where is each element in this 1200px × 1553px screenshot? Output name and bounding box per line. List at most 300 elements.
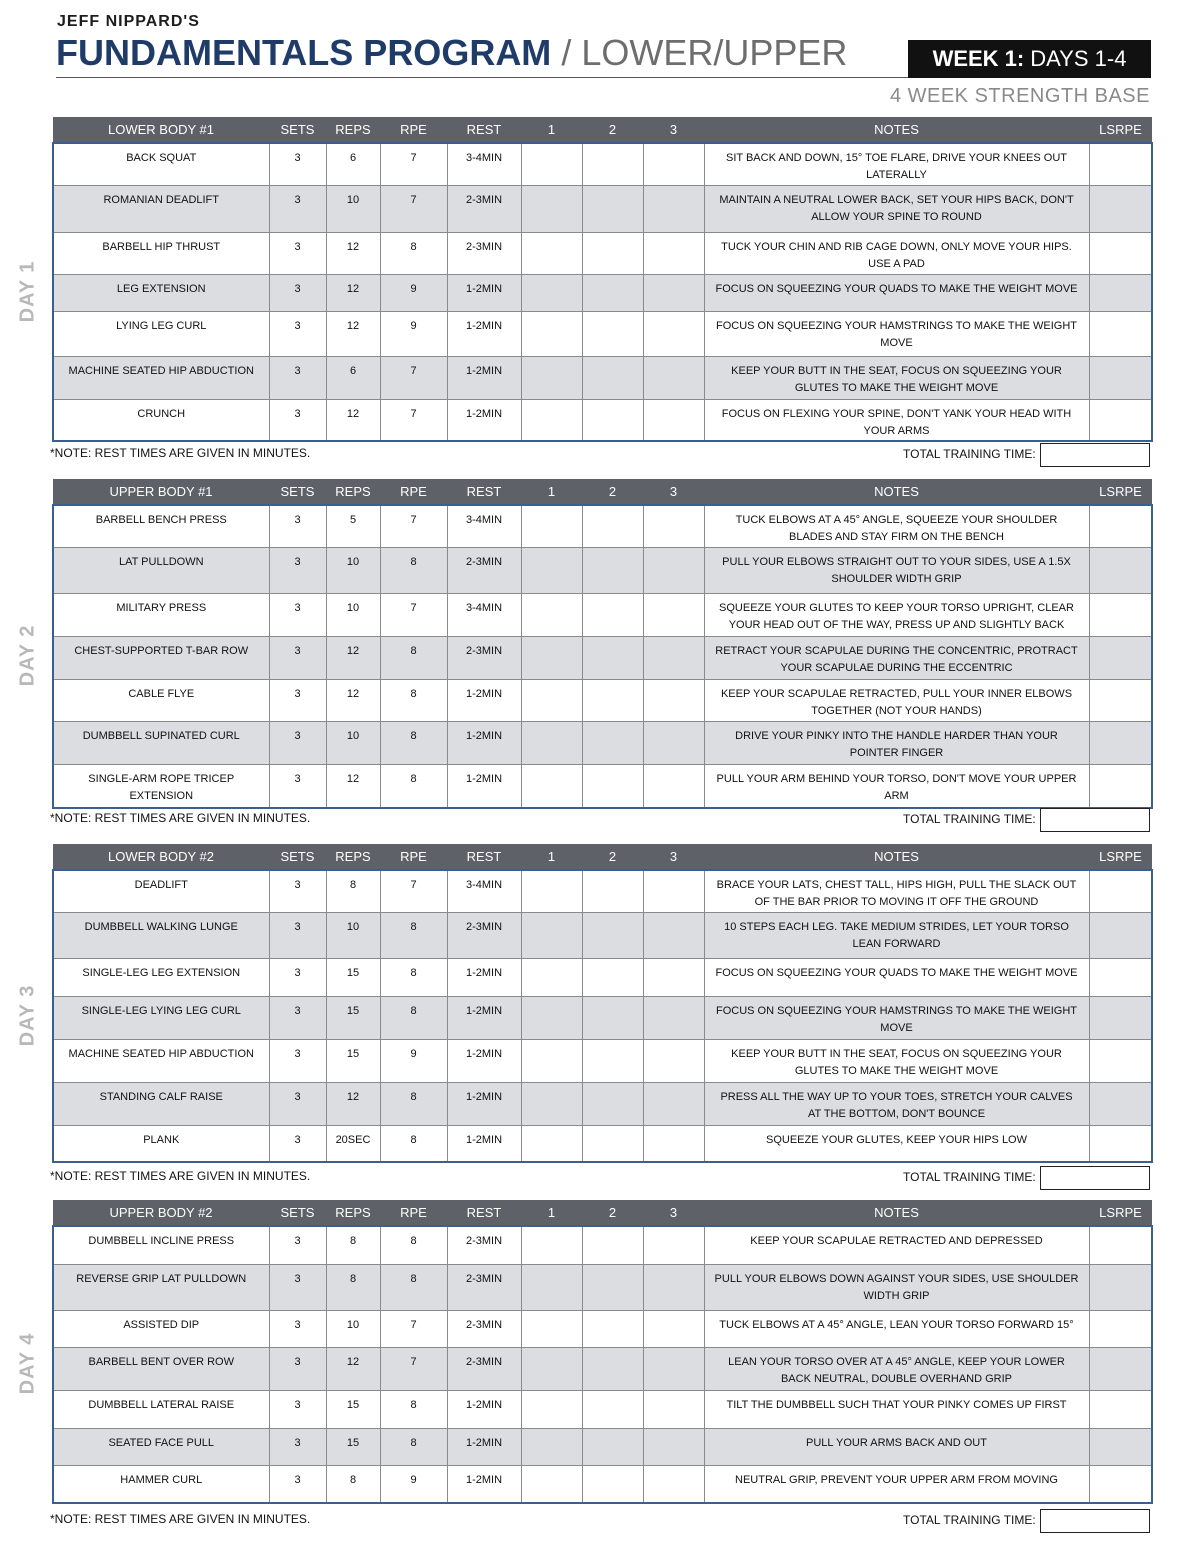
column-header: LSRPE bbox=[1089, 479, 1152, 505]
rpe-cell: 8 bbox=[380, 547, 447, 593]
lsrpe-entry[interactable] bbox=[1089, 1264, 1152, 1310]
sets-cell: 3 bbox=[269, 232, 326, 274]
reps-cell: 12 bbox=[326, 1082, 380, 1125]
week-label: WEEK 1: bbox=[932, 46, 1025, 71]
author-kicker: JEFF NIPPARD'S bbox=[57, 13, 200, 30]
set-2-entry[interactable] bbox=[582, 1125, 643, 1162]
reps-cell: 15 bbox=[326, 1039, 380, 1082]
total-training-time-input[interactable] bbox=[1040, 1166, 1150, 1190]
sets-cell: 3 bbox=[269, 1310, 326, 1347]
rest-cell: 1-2MIN bbox=[447, 356, 521, 399]
column-header: RPE bbox=[380, 844, 447, 870]
notes-cell: PULL YOUR ELBOWS DOWN AGAINST YOUR SIDES, USE SHOULDER WIDTH GRIP bbox=[704, 1264, 1089, 1310]
rpe-cell: 8 bbox=[380, 996, 447, 1039]
rest-cell: 1-2MIN bbox=[447, 721, 521, 764]
column-header: LSRPE bbox=[1089, 1200, 1152, 1226]
rest-time-footnote: *NOTE: REST TIMES ARE GIVEN IN MINUTES. bbox=[50, 446, 311, 460]
set-1-entry[interactable] bbox=[521, 1310, 582, 1347]
set-2-entry[interactable] bbox=[582, 1390, 643, 1428]
reps-cell: 8 bbox=[326, 1465, 380, 1503]
table-row bbox=[53, 143, 1152, 185]
exercise-cell: SINGLE-ARM ROPE TRICEP EXTENSION bbox=[53, 764, 269, 808]
set-2-entry[interactable] bbox=[582, 958, 643, 996]
table-row bbox=[53, 185, 1152, 232]
sets-cell: 3 bbox=[269, 1347, 326, 1390]
exercise-cell: MACHINE SEATED HIP ABDUCTION bbox=[53, 1039, 269, 1082]
sets-cell: 3 bbox=[269, 547, 326, 593]
notes-cell: FOCUS ON FLEXING YOUR SPINE, DON'T YANK YOUR HEAD WITH YOUR ARMS bbox=[704, 399, 1089, 441]
set-1-entry[interactable] bbox=[521, 636, 582, 679]
notes-cell: KEEP YOUR BUTT IN THE SEAT, FOCUS ON SQUEEZING YOUR GLUTES TO MAKE THE WEIGHT MOVE bbox=[704, 356, 1089, 399]
lsrpe-entry[interactable] bbox=[1089, 356, 1152, 399]
column-header: RPE bbox=[380, 1200, 447, 1226]
set-2-entry[interactable] bbox=[582, 636, 643, 679]
set-1-entry[interactable] bbox=[521, 1428, 582, 1465]
column-header: 2 bbox=[582, 1200, 643, 1226]
column-header: 2 bbox=[582, 844, 643, 870]
column-header: REPS bbox=[326, 479, 380, 505]
lsrpe-entry[interactable] bbox=[1089, 1465, 1152, 1503]
rpe-cell: 8 bbox=[380, 958, 447, 996]
column-header: REST bbox=[447, 844, 521, 870]
program-title bbox=[56, 32, 847, 74]
lsrpe-entry[interactable] bbox=[1089, 721, 1152, 764]
sets-cell: 3 bbox=[269, 1465, 326, 1503]
rpe-cell: 9 bbox=[380, 1465, 447, 1503]
set-3-entry[interactable] bbox=[643, 1125, 704, 1162]
lsrpe-entry[interactable] bbox=[1089, 232, 1152, 274]
set-2-entry[interactable] bbox=[582, 764, 643, 808]
column-header: REPS bbox=[326, 844, 380, 870]
rpe-cell: 8 bbox=[380, 636, 447, 679]
set-2-entry[interactable] bbox=[582, 356, 643, 399]
total-training-time-label: TOTAL TRAINING TIME: bbox=[903, 1170, 1036, 1184]
lsrpe-entry[interactable] bbox=[1089, 636, 1152, 679]
set-3-entry[interactable] bbox=[643, 912, 704, 958]
set-3-entry[interactable] bbox=[643, 721, 704, 764]
table-row bbox=[53, 912, 1152, 958]
rpe-cell: 7 bbox=[380, 143, 447, 185]
set-1-entry[interactable] bbox=[521, 505, 582, 547]
set-3-entry[interactable] bbox=[643, 185, 704, 232]
sets-cell: 3 bbox=[269, 185, 326, 232]
table-row bbox=[53, 1264, 1152, 1310]
column-header: NOTES bbox=[704, 479, 1089, 505]
lsrpe-entry[interactable] bbox=[1089, 547, 1152, 593]
set-3-entry[interactable] bbox=[643, 505, 704, 547]
set-3-entry[interactable] bbox=[643, 1428, 704, 1465]
table-row bbox=[53, 1347, 1152, 1390]
program-subtitle: 4 WEEK STRENGTH BASE bbox=[889, 85, 1150, 107]
set-1-entry[interactable] bbox=[521, 593, 582, 636]
rpe-cell: 8 bbox=[380, 1226, 447, 1264]
exercise-cell: ROMANIAN DEADLIFT bbox=[53, 185, 269, 232]
set-2-entry[interactable] bbox=[582, 1428, 643, 1465]
set-2-entry[interactable] bbox=[582, 399, 643, 441]
table-row bbox=[53, 636, 1152, 679]
set-2-entry[interactable] bbox=[582, 143, 643, 185]
notes-cell: DRIVE YOUR PINKY INTO THE HANDLE HARDER THAN YOUR POINTER FINGER bbox=[704, 721, 1089, 764]
lsrpe-entry[interactable] bbox=[1089, 274, 1152, 311]
reps-cell: 15 bbox=[326, 1390, 380, 1428]
exercise-cell: BACK SQUAT bbox=[53, 143, 269, 185]
rest-cell: 2-3MIN bbox=[447, 1226, 521, 1264]
set-2-entry[interactable] bbox=[582, 185, 643, 232]
lsrpe-entry[interactable] bbox=[1089, 1226, 1152, 1264]
exercise-cell: CRUNCH bbox=[53, 399, 269, 441]
set-1-entry[interactable] bbox=[521, 1390, 582, 1428]
lsrpe-entry[interactable] bbox=[1089, 185, 1152, 232]
set-1-entry[interactable] bbox=[521, 764, 582, 808]
rest-cell: 1-2MIN bbox=[447, 1125, 521, 1162]
notes-cell: TUCK YOUR CHIN AND RIB CAGE DOWN, ONLY MOVE YOUR HIPS. USE A PAD bbox=[704, 232, 1089, 274]
set-3-entry[interactable] bbox=[643, 1390, 704, 1428]
exercise-cell: HAMMER CURL bbox=[53, 1465, 269, 1503]
reps-cell: 12 bbox=[326, 399, 380, 441]
rest-cell: 2-3MIN bbox=[447, 912, 521, 958]
table-row bbox=[53, 1310, 1152, 1347]
reps-cell: 12 bbox=[326, 274, 380, 311]
set-2-entry[interactable] bbox=[582, 311, 643, 356]
total-training-time-input[interactable] bbox=[1040, 1509, 1150, 1533]
table-row bbox=[53, 505, 1152, 547]
column-header: 2 bbox=[582, 479, 643, 505]
sets-cell: 3 bbox=[269, 356, 326, 399]
rpe-cell: 9 bbox=[380, 311, 447, 356]
sets-cell: 3 bbox=[269, 399, 326, 441]
reps-cell: 12 bbox=[326, 636, 380, 679]
day-label bbox=[8, 504, 48, 807]
reps-cell: 15 bbox=[326, 958, 380, 996]
set-3-entry[interactable] bbox=[643, 870, 704, 912]
sets-cell: 3 bbox=[269, 996, 326, 1039]
lsrpe-entry[interactable] bbox=[1089, 1039, 1152, 1082]
lsrpe-entry[interactable] bbox=[1089, 679, 1152, 721]
set-2-entry[interactable] bbox=[582, 547, 643, 593]
notes-cell: LEAN YOUR TORSO OVER AT A 45° ANGLE, KEEP YOUR LOWER BACK NEUTRAL, DOUBLE OVERHAND GRIP bbox=[704, 1347, 1089, 1390]
set-2-entry[interactable] bbox=[582, 593, 643, 636]
set-3-entry[interactable] bbox=[643, 1465, 704, 1503]
lsrpe-entry[interactable] bbox=[1089, 1310, 1152, 1347]
program-title-light: / LOWER/UPPER bbox=[551, 32, 848, 73]
day-label-text: DAY 1 bbox=[16, 260, 39, 322]
notes-cell: FOCUS ON SQUEEZING YOUR QUADS TO MAKE THE WEIGHT MOVE bbox=[704, 274, 1089, 311]
set-3-entry[interactable] bbox=[643, 1226, 704, 1264]
exercise-cell: SINGLE-LEG LEG EXTENSION bbox=[53, 958, 269, 996]
set-2-entry[interactable] bbox=[582, 1465, 643, 1503]
set-1-entry[interactable] bbox=[521, 1347, 582, 1390]
set-1-entry[interactable] bbox=[521, 679, 582, 721]
lsrpe-entry[interactable] bbox=[1089, 1347, 1152, 1390]
set-1-entry[interactable] bbox=[521, 399, 582, 441]
set-1-entry[interactable] bbox=[521, 547, 582, 593]
set-2-entry[interactable] bbox=[582, 232, 643, 274]
set-1-entry[interactable] bbox=[521, 1264, 582, 1310]
table-row bbox=[53, 996, 1152, 1039]
set-3-entry[interactable] bbox=[643, 232, 704, 274]
notes-cell: PULL YOUR ELBOWS STRAIGHT OUT TO YOUR SIDES, USE A 1.5X SHOULDER WIDTH GRIP bbox=[704, 547, 1089, 593]
lsrpe-entry[interactable] bbox=[1089, 958, 1152, 996]
set-1-entry[interactable] bbox=[521, 912, 582, 958]
column-header: 1 bbox=[521, 844, 582, 870]
lsrpe-entry[interactable] bbox=[1089, 1082, 1152, 1125]
sets-cell: 3 bbox=[269, 1390, 326, 1428]
table-row bbox=[53, 1428, 1152, 1465]
set-2-entry[interactable] bbox=[582, 679, 643, 721]
rest-cell: 1-2MIN bbox=[447, 1039, 521, 1082]
day-label bbox=[8, 142, 48, 440]
notes-cell: TILT THE DUMBBELL SUCH THAT YOUR PINKY COMES UP FIRST bbox=[704, 1390, 1089, 1428]
rest-cell: 2-3MIN bbox=[447, 185, 521, 232]
exercise-cell: DUMBBELL LATERAL RAISE bbox=[53, 1390, 269, 1428]
rest-cell: 1-2MIN bbox=[447, 679, 521, 721]
set-3-entry[interactable] bbox=[643, 1082, 704, 1125]
set-3-entry[interactable] bbox=[643, 547, 704, 593]
sets-cell: 3 bbox=[269, 679, 326, 721]
rest-cell: 2-3MIN bbox=[447, 636, 521, 679]
set-2-entry[interactable] bbox=[582, 1310, 643, 1347]
week-days: DAYS 1-4 bbox=[1030, 46, 1127, 71]
set-2-entry[interactable] bbox=[582, 996, 643, 1039]
reps-cell: 8 bbox=[326, 1264, 380, 1310]
column-header: SETS bbox=[269, 479, 326, 505]
lsrpe-entry[interactable] bbox=[1089, 1390, 1152, 1428]
sets-cell: 3 bbox=[269, 636, 326, 679]
set-1-entry[interactable] bbox=[521, 1039, 582, 1082]
exercise-cell: LEG EXTENSION bbox=[53, 274, 269, 311]
table-row bbox=[53, 356, 1152, 399]
notes-cell: SQUEEZE YOUR GLUTES TO KEEP YOUR TORSO UPRIGHT, CLEAR YOUR HEAD OUT OF THE WAY, PRESS UP AND SLIGHTLY BACK bbox=[704, 593, 1089, 636]
rest-cell: 2-3MIN bbox=[447, 1310, 521, 1347]
set-3-entry[interactable] bbox=[643, 636, 704, 679]
rest-cell: 1-2MIN bbox=[447, 1390, 521, 1428]
rpe-cell: 7 bbox=[380, 399, 447, 441]
set-2-entry[interactable] bbox=[582, 274, 643, 311]
set-2-entry[interactable] bbox=[582, 1347, 643, 1390]
set-3-entry[interactable] bbox=[643, 311, 704, 356]
lsrpe-entry[interactable] bbox=[1089, 143, 1152, 185]
set-3-entry[interactable] bbox=[643, 1039, 704, 1082]
sets-cell: 3 bbox=[269, 143, 326, 185]
rpe-cell: 9 bbox=[380, 1039, 447, 1082]
workout-name-header: LOWER BODY #2 bbox=[53, 844, 269, 870]
set-1-entry[interactable] bbox=[521, 185, 582, 232]
notes-cell: KEEP YOUR BUTT IN THE SEAT, FOCUS ON SQUEEZING YOUR GLUTES TO MAKE THE WEIGHT MOVE bbox=[704, 1039, 1089, 1082]
set-1-entry[interactable] bbox=[521, 721, 582, 764]
exercise-cell: BARBELL BENT OVER ROW bbox=[53, 1347, 269, 1390]
rest-cell: 1-2MIN bbox=[447, 1428, 521, 1465]
rest-cell: 3-4MIN bbox=[447, 593, 521, 636]
notes-cell: FOCUS ON SQUEEZING YOUR HAMSTRINGS TO MAKE THE WEIGHT MOVE bbox=[704, 996, 1089, 1039]
set-3-entry[interactable] bbox=[643, 679, 704, 721]
sets-cell: 3 bbox=[269, 870, 326, 912]
set-1-entry[interactable] bbox=[521, 996, 582, 1039]
column-header: 1 bbox=[521, 479, 582, 505]
set-2-entry[interactable] bbox=[582, 1226, 643, 1264]
rpe-cell: 7 bbox=[380, 185, 447, 232]
lsrpe-entry[interactable] bbox=[1089, 593, 1152, 636]
rpe-cell: 8 bbox=[380, 1125, 447, 1162]
table-row bbox=[53, 958, 1152, 996]
column-header: NOTES bbox=[704, 1200, 1089, 1226]
sets-cell: 3 bbox=[269, 311, 326, 356]
exercise-cell: CHEST-SUPPORTED T-BAR ROW bbox=[53, 636, 269, 679]
notes-cell: TUCK ELBOWS AT A 45° ANGLE, SQUEEZE YOUR SHOULDER BLADES AND STAY FIRM ON THE BENCH bbox=[704, 505, 1089, 547]
notes-cell: NEUTRAL GRIP, PREVENT YOUR UPPER ARM FROM MOVING bbox=[704, 1465, 1089, 1503]
reps-cell: 20SEC bbox=[326, 1125, 380, 1162]
reps-cell: 10 bbox=[326, 912, 380, 958]
rpe-cell: 8 bbox=[380, 1428, 447, 1465]
sets-cell: 3 bbox=[269, 1039, 326, 1082]
table-row bbox=[53, 721, 1152, 764]
set-3-entry[interactable] bbox=[643, 399, 704, 441]
set-3-entry[interactable] bbox=[643, 996, 704, 1039]
rest-cell: 1-2MIN bbox=[447, 399, 521, 441]
rest-cell: 3-4MIN bbox=[447, 143, 521, 185]
set-3-entry[interactable] bbox=[643, 1264, 704, 1310]
set-1-entry[interactable] bbox=[521, 311, 582, 356]
column-header: REPS bbox=[326, 117, 380, 143]
rest-cell: 1-2MIN bbox=[447, 1082, 521, 1125]
sets-cell: 3 bbox=[269, 912, 326, 958]
set-2-entry[interactable] bbox=[582, 505, 643, 547]
set-3-entry[interactable] bbox=[643, 143, 704, 185]
reps-cell: 6 bbox=[326, 356, 380, 399]
set-1-entry[interactable] bbox=[521, 274, 582, 311]
table-row bbox=[53, 1465, 1152, 1503]
rpe-cell: 7 bbox=[380, 870, 447, 912]
lsrpe-entry[interactable] bbox=[1089, 912, 1152, 958]
workout-name-header: UPPER BODY #2 bbox=[53, 1200, 269, 1226]
set-2-entry[interactable] bbox=[582, 870, 643, 912]
week-badge bbox=[908, 40, 1151, 78]
notes-cell: PRESS ALL THE WAY UP TO YOUR TOES, STRETCH YOUR CALVES AT THE BOTTOM, DON'T BOUNCE bbox=[704, 1082, 1089, 1125]
sets-cell: 3 bbox=[269, 593, 326, 636]
rest-cell: 2-3MIN bbox=[447, 1264, 521, 1310]
rpe-cell: 7 bbox=[380, 505, 447, 547]
set-1-entry[interactable] bbox=[521, 1125, 582, 1162]
set-3-entry[interactable] bbox=[643, 1347, 704, 1390]
table-header-row bbox=[53, 117, 1152, 143]
notes-cell: RETRACT YOUR SCAPULAE DURING THE CONCENTRIC, PROTRACT YOUR SCAPULAE DURING THE ECCENTRIC bbox=[704, 636, 1089, 679]
total-training-time-input[interactable] bbox=[1040, 443, 1150, 467]
set-2-entry[interactable] bbox=[582, 721, 643, 764]
column-header: REST bbox=[447, 479, 521, 505]
day-label bbox=[8, 1225, 48, 1502]
set-1-entry[interactable] bbox=[521, 232, 582, 274]
set-3-entry[interactable] bbox=[643, 764, 704, 808]
rest-cell: 2-3MIN bbox=[447, 547, 521, 593]
lsrpe-entry[interactable] bbox=[1089, 1428, 1152, 1465]
rpe-cell: 7 bbox=[380, 1347, 447, 1390]
rpe-cell: 8 bbox=[380, 232, 447, 274]
exercise-cell: LAT PULLDOWN bbox=[53, 547, 269, 593]
notes-cell: TUCK ELBOWS AT A 45° ANGLE, LEAN YOUR TORSO FORWARD 15° bbox=[704, 1310, 1089, 1347]
rpe-cell: 7 bbox=[380, 1310, 447, 1347]
lsrpe-entry[interactable] bbox=[1089, 996, 1152, 1039]
exercise-cell: REVERSE GRIP LAT PULLDOWN bbox=[53, 1264, 269, 1310]
workout-table bbox=[52, 117, 1153, 442]
sets-cell: 3 bbox=[269, 1226, 326, 1264]
column-header: SETS bbox=[269, 1200, 326, 1226]
day-label bbox=[8, 869, 48, 1161]
set-1-entry[interactable] bbox=[521, 1465, 582, 1503]
sets-cell: 3 bbox=[269, 1264, 326, 1310]
column-header: SETS bbox=[269, 117, 326, 143]
reps-cell: 10 bbox=[326, 547, 380, 593]
rest-cell: 3-4MIN bbox=[447, 505, 521, 547]
set-1-entry[interactable] bbox=[521, 356, 582, 399]
rpe-cell: 8 bbox=[380, 721, 447, 764]
notes-cell: FOCUS ON SQUEEZING YOUR QUADS TO MAKE THE WEIGHT MOVE bbox=[704, 958, 1089, 996]
table-row bbox=[53, 274, 1152, 311]
exercise-cell: BARBELL HIP THRUST bbox=[53, 232, 269, 274]
notes-cell: PULL YOUR ARMS BACK AND OUT bbox=[704, 1428, 1089, 1465]
title-divider bbox=[56, 77, 908, 78]
set-1-entry[interactable] bbox=[521, 143, 582, 185]
lsrpe-entry[interactable] bbox=[1089, 764, 1152, 808]
notes-cell: MAINTAIN A NEUTRAL LOWER BACK, SET YOUR HIPS BACK, DON'T ALLOW YOUR SPINE TO ROUND bbox=[704, 185, 1089, 232]
total-training-time-input[interactable] bbox=[1040, 808, 1150, 832]
sets-cell: 3 bbox=[269, 274, 326, 311]
exercise-cell: MACHINE SEATED HIP ABDUCTION bbox=[53, 356, 269, 399]
table-row bbox=[53, 232, 1152, 274]
column-header: 3 bbox=[643, 1200, 704, 1226]
workout-table bbox=[52, 479, 1153, 809]
exercise-cell: CABLE FLYE bbox=[53, 679, 269, 721]
column-header: NOTES bbox=[704, 844, 1089, 870]
sets-cell: 3 bbox=[269, 721, 326, 764]
set-3-entry[interactable] bbox=[643, 958, 704, 996]
rest-cell: 1-2MIN bbox=[447, 996, 521, 1039]
set-2-entry[interactable] bbox=[582, 1264, 643, 1310]
set-2-entry[interactable] bbox=[582, 1082, 643, 1125]
notes-cell: 10 STEPS EACH LEG. TAKE MEDIUM STRIDES, LET YOUR TORSO LEAN FORWARD bbox=[704, 912, 1089, 958]
rest-cell: 1-2MIN bbox=[447, 311, 521, 356]
reps-cell: 12 bbox=[326, 679, 380, 721]
exercise-cell: PLANK bbox=[53, 1125, 269, 1162]
set-2-entry[interactable] bbox=[582, 1039, 643, 1082]
set-2-entry[interactable] bbox=[582, 912, 643, 958]
rest-cell: 1-2MIN bbox=[447, 274, 521, 311]
column-header: 3 bbox=[643, 117, 704, 143]
lsrpe-entry[interactable] bbox=[1089, 1125, 1152, 1162]
column-header: REST bbox=[447, 1200, 521, 1226]
set-1-entry[interactable] bbox=[521, 958, 582, 996]
column-header: RPE bbox=[380, 117, 447, 143]
set-3-entry[interactable] bbox=[643, 1310, 704, 1347]
set-1-entry[interactable] bbox=[521, 1082, 582, 1125]
set-3-entry[interactable] bbox=[643, 274, 704, 311]
set-3-entry[interactable] bbox=[643, 356, 704, 399]
notes-cell: BRACE YOUR LATS, CHEST TALL, HIPS HIGH, PULL THE SLACK OUT OF THE BAR PRIOR TO MOVING IT OFF THE GROUND bbox=[704, 870, 1089, 912]
exercise-cell: DEADLIFT bbox=[53, 870, 269, 912]
table-header-row bbox=[53, 844, 1152, 870]
lsrpe-entry[interactable] bbox=[1089, 399, 1152, 441]
reps-cell: 10 bbox=[326, 1310, 380, 1347]
set-1-entry[interactable] bbox=[521, 1226, 582, 1264]
set-1-entry[interactable] bbox=[521, 870, 582, 912]
lsrpe-entry[interactable] bbox=[1089, 505, 1152, 547]
lsrpe-entry[interactable] bbox=[1089, 870, 1152, 912]
lsrpe-entry[interactable] bbox=[1089, 311, 1152, 356]
reps-cell: 12 bbox=[326, 1347, 380, 1390]
set-3-entry[interactable] bbox=[643, 593, 704, 636]
notes-cell: SIT BACK AND DOWN, 15° TOE FLARE, DRIVE YOUR KNEES OUT LATERALLY bbox=[704, 143, 1089, 185]
rest-cell: 2-3MIN bbox=[447, 1347, 521, 1390]
column-header: RPE bbox=[380, 479, 447, 505]
exercise-cell: STANDING CALF RAISE bbox=[53, 1082, 269, 1125]
